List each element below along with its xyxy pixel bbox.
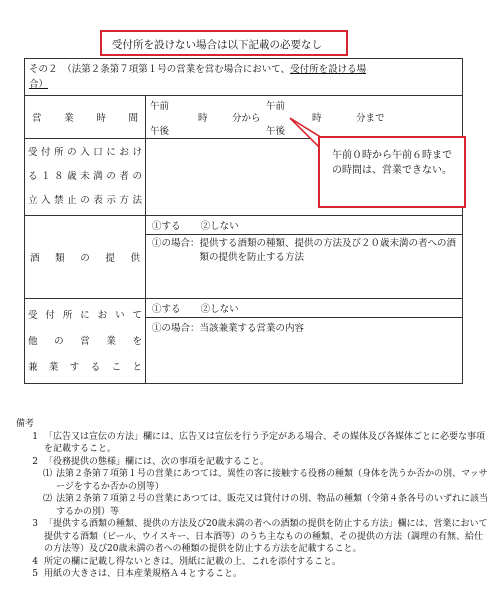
callout-hours-restriction: 午前０時から午前６時までの時間は、営業できない。 bbox=[318, 136, 466, 208]
section-heading-underlined: 受付所を設ける場 bbox=[290, 64, 367, 75]
note-5: 5 用紙の大きさは、日本産業規格Ａ４とすること。 bbox=[32, 569, 243, 579]
alcohol-option-no[interactable]: ②しない bbox=[200, 221, 239, 232]
entrance-sign-label-1: 受付所の入口におけ bbox=[28, 147, 142, 158]
hours-pm-2[interactable]: 午後 bbox=[266, 126, 286, 137]
other-business-label-3: 兼業すること bbox=[28, 362, 142, 373]
alcohol-option-yes[interactable]: ①する bbox=[152, 221, 181, 232]
other-business-option-no[interactable]: ②しない bbox=[200, 304, 239, 315]
hours-minutes-to: 分まで bbox=[356, 113, 385, 124]
note-2: 2 「役務提供の態様」欄には、次の事項を記載すること。 bbox=[32, 456, 270, 467]
hours-minutes-from: 分から bbox=[232, 113, 261, 124]
other-business-detail-prefix: ①の場合： bbox=[152, 323, 200, 334]
alcohol-label: 酒 類 の 提 供 bbox=[30, 253, 140, 264]
notes-section bbox=[18, 418, 488, 581]
hours-label: 営 業 時 間 bbox=[32, 113, 138, 124]
section-heading-prefix: その２ （法第２条第７項第１号の営業を営む場合において、 bbox=[29, 64, 291, 75]
other-business-option-yes[interactable]: ①する bbox=[152, 304, 181, 315]
note-3: 3 「提供する酒類の種類、提供の方法及び20歳未満の者への酒類の提供を防止する方法」欄には、営業において提供する酒類（ビール、ウイスキー、日本酒等）のうち主なものの種類、その提供の方法（調理の有無、給仕の方法等）及び20歳未満の者への種類の提供を防止する方法を記載すること。 bbox=[32, 519, 488, 554]
section-heading-suffix: 合） bbox=[29, 79, 49, 90]
other-business-detail-text: 当該兼業する営業の内容 bbox=[199, 323, 305, 334]
hours-am-2[interactable]: 午前 bbox=[266, 101, 286, 112]
alcohol-detail-prefix: ①の場合： bbox=[152, 238, 200, 249]
notes-title: 備考 bbox=[16, 419, 35, 429]
callout-no-reception-note: 受付所を設けない場合は以下記載の必要なし bbox=[100, 30, 348, 56]
alcohol-detail-text: 提供する酒類の種類、提供の方法及び２０歳未満の者への酒類の提供を防止する方法 bbox=[199, 238, 457, 263]
note-2a: ⑴ 法第２条第７項第１号の営業にあつては、異性の客に接触する役務の種類（身体を洗うか否かの別、マッサージをするか否かの別等） bbox=[42, 469, 488, 492]
note-4: 4 所定の欄に記載し得ないときは、別紙に記載の上、これを添付すること。 bbox=[32, 556, 342, 567]
hours-hour-1: 時 bbox=[198, 113, 208, 124]
note-2b: ⑵ 法第２条第７項第２号の営業にあつては、販売又は貸付けの別、物品の種類（令第４条各号のいずれに該当するかの別）等 bbox=[42, 494, 489, 517]
entrance-sign-label-2: る１８歳未満の者の bbox=[28, 171, 142, 182]
entrance-sign-label-3: 立入禁止の表示方法 bbox=[28, 195, 142, 206]
hours-hour-2: 時 bbox=[312, 113, 322, 124]
other-business-label-2: 他の営業を bbox=[28, 336, 142, 347]
other-business-label-1: 受付所において bbox=[28, 310, 142, 321]
note-1: 1 「広告又は宣伝の方法」欄には、広告又は宣伝を行う予定がある場合、その媒体及び各媒体ごとに必要な事項を記載すること。 bbox=[32, 431, 486, 454]
hours-am-1[interactable]: 午前 bbox=[150, 101, 170, 112]
hours-pm-1[interactable]: 午後 bbox=[150, 126, 170, 137]
